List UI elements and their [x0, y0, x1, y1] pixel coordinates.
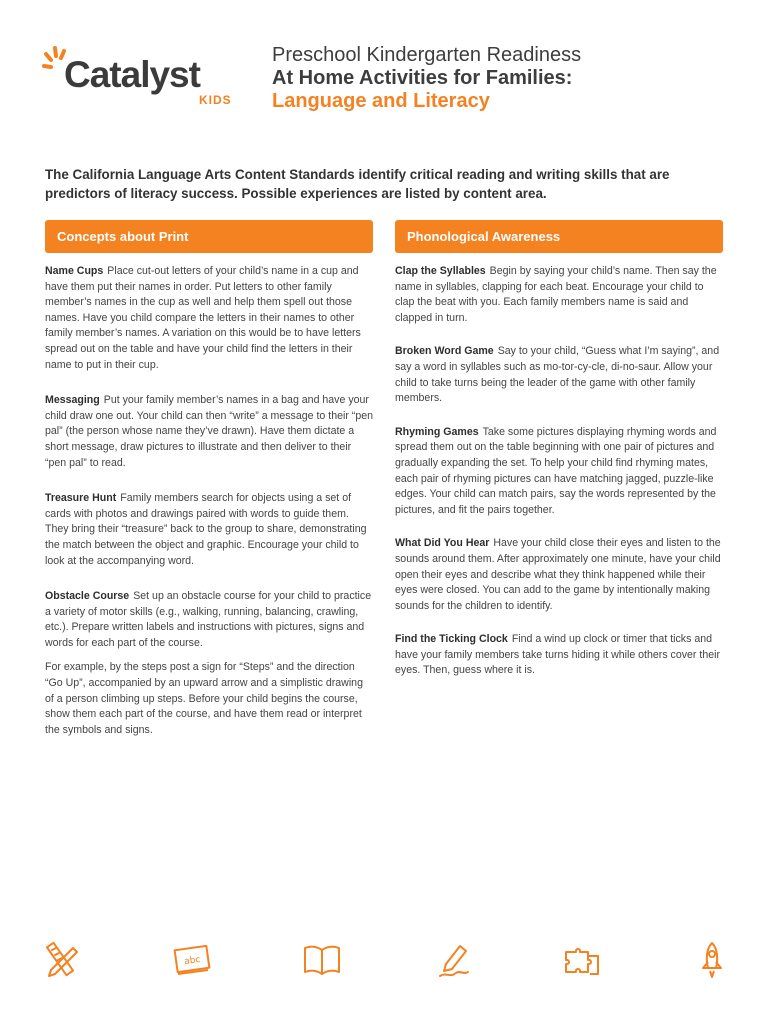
activity-text: Place cut-out letters of your child’s name in a cup and have them put their names in order. Put letters to other family member’s names in the cup as well and help them spell out those names. Have you child compare the letters in their names to other family member’s names. A variation on this would be to have letters spread out on the table and have your child find the letters in their name to put in their cup.	[45, 265, 361, 371]
chalkboard-text: abc	[183, 954, 202, 968]
concepts-about-print-column	[45, 220, 373, 753]
activity-text: Family members search for objects using a set of cards with photos and drawings paired with words to guide them. They bring their “treasure” back to the group to share, demonstrating the match between the object and graphic. Encourage your child to look at the accompanying word.	[45, 492, 367, 567]
title-program: Preschool Kindergarten Readiness	[272, 44, 582, 66]
section-heading-concepts: Concepts about Print	[45, 220, 373, 253]
activity-text: Put your family member’s names in a bag and have your child draw one out. Your child can then “write” a message to their “pen pal” (the person whose name they’ve drawn). Have them dictate a short message, draw pictures to illustrate and then deliver to their “pen pal” to read.	[45, 394, 374, 469]
title-activities: At Home Activities for Families:	[272, 67, 573, 89]
puzzle-icon	[562, 940, 602, 980]
chalkboard-icon	[172, 940, 212, 980]
activity-term: Treasure Hunt	[45, 492, 117, 505]
activity-rhyming-games	[395, 425, 723, 519]
activity-obstacle-course	[45, 589, 373, 651]
rocket-icon	[692, 940, 732, 980]
activity-obstacle-course-example	[45, 660, 373, 738]
activity-text: Find a wind up clock or timer that ticks and have your family members take turns hiding it while others cover their eyes. Then, guess where it is.	[395, 633, 721, 677]
activity-text: Say to your child, “Guess what I’m saying”, and say a word in syllables such as mo-tor-cy-cle, di-no-saur. Allow your child to take turns being the leader of the game with other family members.	[395, 345, 720, 405]
title-subject: Language and Literacy	[272, 90, 490, 112]
activity-term: Clap the Syllables	[395, 265, 486, 277]
activity-what-did-you-hear	[395, 536, 723, 614]
logo-subtitle: KIDS	[199, 93, 232, 107]
section-heading-phonological: Phonological Awareness	[395, 220, 723, 253]
pencil-ruler-icon	[42, 940, 82, 980]
activity-text: For example, by the steps post a sign for “Steps” and the direction “Go Up”, accompanied by an upward arrow and a simplistic drawing of a person climbing up steps. Before your child begins the course, show them each part of the course, and have them read or interpret the symbols and signs.	[45, 661, 363, 736]
intro-paragraph: The California Language Arts Content Standards identify critical reading and writing skills that are predictors of literacy success. Possible experiences are listed by content area.	[45, 167, 670, 201]
activity-text: Take some pictures displaying rhyming words and spread them out on the table beginning with one pair of pictures and gradually expanding the set. To help your child find rhyming mates, each pair of rhyming pictures can have matching jagged, puzzle-like edges. Your child can match pairs, say the words represented by the pictures, and fit the pairs together.	[395, 425, 717, 516]
activity-term: Obstacle Course	[45, 590, 130, 603]
activity-messaging	[45, 393, 373, 471]
activity-term: Name Cups	[45, 265, 104, 277]
activity-term: Broken Word Game	[395, 345, 494, 358]
activity-term: Find the Ticking Clock	[395, 633, 508, 646]
activity-term: Messaging	[45, 394, 100, 407]
document-title	[272, 44, 581, 113]
activity-name-cups	[45, 264, 373, 373]
activity-broken-word	[395, 344, 723, 406]
activity-clap-syllables	[395, 264, 723, 326]
activity-text: Begin by saying your child’s name. Then say the name in syllables, clapping for each beat. Encourage your child to clap the beat with you. Each family members name is said and clapped in turn.	[395, 265, 717, 324]
catalyst-kids-logo	[42, 44, 232, 114]
activity-term: What Did You Hear	[395, 537, 490, 550]
open-book-icon	[302, 940, 342, 980]
phonological-awareness-column	[395, 220, 723, 697]
activity-ticking-clock	[395, 632, 723, 679]
pen-writing-icon	[434, 940, 474, 980]
activity-text: Have your child close their eyes and listen to the sounds around them. After approximately one minute, have your child open their eyes and describe what they think happened while their eyes were closed. You can add to the game by intentionally making sounds for the children to identify.	[395, 537, 721, 612]
activity-treasure-hunt	[45, 491, 373, 569]
activity-text: Set up an obstacle course for your child to practice a variety of motor skills (e.g., walking, running, balancing, crawling, etc.). Prepare written labels and instructions with pictures, signs and words for each part of the course.	[45, 590, 372, 649]
logo-wordmark: Catalyst	[64, 54, 200, 95]
activity-term: Rhyming Games	[395, 425, 479, 438]
footer-icon-row	[0, 940, 768, 980]
